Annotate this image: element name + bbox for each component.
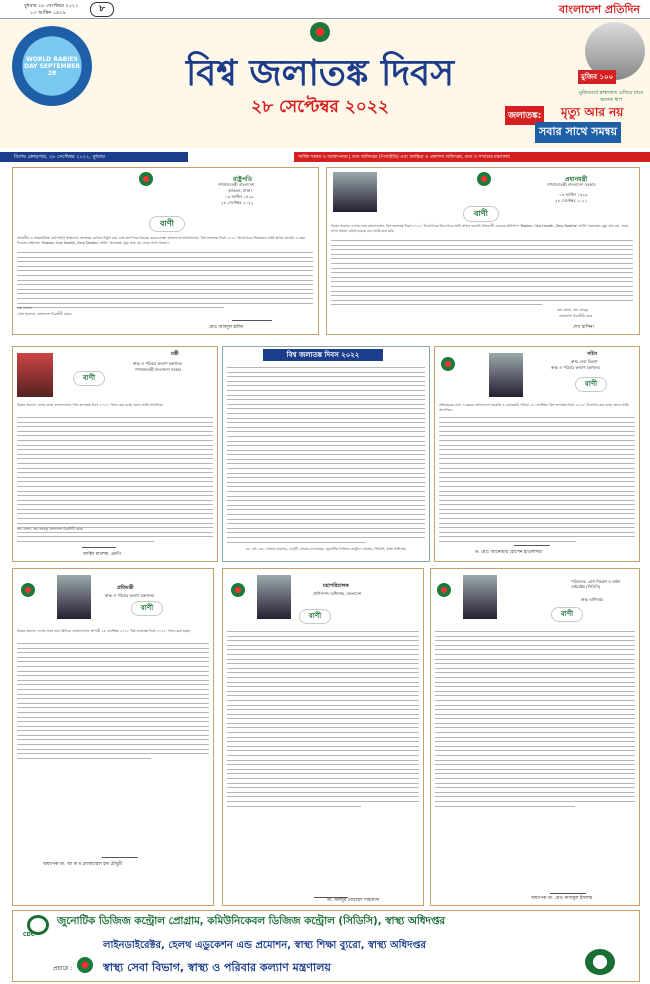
minister-message — [12, 346, 218, 562]
dg-name: ডা. মনজুর মোহাম্মদ শাহজাদা — [327, 898, 380, 903]
director-message — [430, 568, 640, 906]
pm-role: প্রধানমন্ত্রী — [565, 176, 588, 183]
president-body-lines — [17, 252, 313, 312]
article-title: বিশ্ব জলাতঙ্ক দিবস ২০২২ — [263, 349, 383, 361]
president-signature — [232, 314, 275, 321]
president-org: গণপ্রজাতন্ত্রী বাংলাদেশ — [218, 182, 255, 187]
world-rabies-day-logo: WORLD RABIES DAY SEPTEMBER 28 — [12, 26, 92, 106]
slogan-line1: মৃত্যু আর নয় — [561, 105, 624, 119]
pm-org: গণপ্রজাতন্ত্রী বাংলাদেশ সরকার — [547, 182, 596, 187]
president-body: সর্বজনীন ও আন্তর্জাতিক তাৎপর্যপূর্ণ স্বাস্থ্যসেবা জলাতঙ্ক রোগকে নির্মূল করা এবং জনগণকে সচেতন করার লক্ষ্যে বাংলাদেশে যথাযথভাবে 'বিশ্ব জলাতঙ্ক দিবস ২০২২' উদযাপনের সিদ্ধান্তকে আমি স্বাগত জানাই। এ বছর দিবসের প্রতিপাদ্য 'Rabies: One Health, Zero Deaths' অর্থাৎ 'জলাতঙ্ক: মৃত্যু আর নয়, সবার সাথে সমন্বয়'। — [17, 236, 305, 245]
pm-date2: ২৮ সেপ্টেম্বর ২০২২ — [555, 198, 588, 203]
president-name: মোঃ আবদুল হামিদ — [209, 325, 244, 330]
president-place: বঙ্গভবন, ঢাকা। — [228, 188, 252, 193]
director-body-lines — [435, 631, 635, 810]
footer-line2: লাইনডাইরেক্টর, হেলথ এডুকেশন এন্ড প্রমোশন, স্বাস্থ্য শিক্ষা ব্যুরো, স্বাস্থ্য অধিদপ্তর — [103, 940, 427, 951]
article-body-lines — [227, 367, 425, 546]
prime-minister-photo — [333, 172, 377, 212]
newspaper-logo: বাংলাদেশ প্রতিদিন — [558, 3, 640, 16]
president-bani-label: বাণী — [149, 216, 185, 232]
slogan-box — [505, 104, 645, 142]
president-role: রাষ্ট্রপতি — [233, 176, 253, 183]
banner-title: বিশ্ব জলাতঙ্ক দিবস — [186, 53, 454, 94]
pm-date1: ১৩ আশ্বিন ১৪২৯ — [559, 192, 588, 197]
director-general-message — [222, 568, 424, 906]
president-seal-icon — [139, 172, 153, 186]
state-minister-message — [12, 568, 214, 906]
secretary-name: ড. মোঃ আনোয়ার হোসেন হাওলাদার — [475, 550, 542, 555]
president-date1: ১৩ আশ্বিন ১৪২৯ — [225, 194, 254, 199]
health-education-logo — [585, 949, 615, 975]
slogan-line2: সবার সাথে সমন্বয় — [535, 122, 621, 143]
minister-signature — [82, 541, 119, 548]
govt-seal-left-icon — [77, 957, 93, 973]
subheader — [0, 152, 650, 162]
state-minister-body: বিশ্বের অন্যান্য দেশের সাথে তাল মিলিয়ে বাংলাদেশেও আগামী ২৮ সেপ্টেম্বর ২০২২ 'বিশ্ব জলাতঙ্ক দিবস ২০২২' পালন করা হচ্ছে। — [17, 629, 191, 633]
state-minister-signature — [102, 851, 141, 858]
president-closing1: জয় বাংলা। — [17, 306, 33, 310]
dg-bani-label: বাণী — [299, 609, 331, 624]
secretary-body: প্রতিবছরের ন্যায় এ বছরও বাংলাদেশে সরকারি ও বেসরকারি পর্যায়ে ২৮ সেপ্টেম্বর 'বিশ্ব জলাতঙ্ক দিবস ২০২২' উদযাপন করা হচ্ছে জেনে আমি আনন্দিত। — [439, 403, 629, 412]
masthead-date-bengali: ১৩ আশ্বিন ১৪২৯ — [30, 10, 66, 16]
dg-org: প্রাণিসম্পদ অধিদপ্তর, বাংলাদেশ — [313, 591, 362, 596]
director-name: অধ্যাপক ডা. মোঃ নাজমুল ইসলাম — [531, 896, 593, 901]
state-minister-org: স্বাস্থ্য ও পরিবার কল্যাণ মন্ত্রণালয় — [105, 593, 154, 598]
minister-closing: জয় বাংলা, জয় বঙ্গবন্ধু বাংলাদেশ চিরজীবী হোক। — [17, 527, 84, 531]
secretary-photo — [489, 353, 523, 397]
subheader-right: সার্বিক সমন্বয় ও ব্যবস্থাপনায় ‍‍‍‍| তথ্য অধিদপ্তর (পিআইডি) এবং চলচ্চিত্র ও প্রকাশনা অধিদপ্তর, তথ্য ও সম্প্রচার মন্ত্রণালয় — [298, 155, 510, 160]
pm-closing1: জয় বাংলা, জয় বঙ্গবন্ধু — [557, 308, 588, 312]
footer — [12, 910, 640, 982]
center-article — [222, 346, 430, 562]
secretary-bani-label: বাণী — [575, 377, 607, 392]
director-signature — [550, 887, 589, 894]
state-minister-body-lines — [17, 643, 209, 762]
dg-seal-icon — [231, 583, 245, 597]
mujib-caption: মুজিববর্ষে স্বাস্থ্যখাত এগিয়ে যাবে অনেক ধাপ — [578, 90, 644, 103]
secretary-body-lines — [439, 417, 635, 546]
minister-role: মন্ত্রী — [171, 351, 179, 357]
state-minister-role: প্রতিমন্ত্রী — [117, 585, 134, 591]
footer-prochare: প্রচারে : — [53, 965, 73, 972]
state-minister-bani-label: বাণী — [131, 601, 163, 616]
secretary-org2: স্বাস্থ্য ও পরিবার কল্যাণ মন্ত্রণালয় — [551, 365, 600, 370]
director-general-photo — [257, 575, 291, 619]
minister-bani-label: বাণী — [73, 371, 105, 386]
banner — [0, 20, 650, 148]
masthead-date: বুধবার ২৮ সেপ্টেম্বর ২০২২ — [24, 3, 79, 9]
director-bani-label: বাণী — [551, 607, 583, 622]
president-closing2: খোদা হাফেজ, বাংলাদেশ চিরজীবী হোক। — [17, 312, 72, 316]
banner-date: ২৮ সেপ্টেম্বর ২০২২ — [251, 97, 389, 117]
state-minister-seal-icon — [21, 583, 35, 597]
dg-body-lines — [227, 631, 419, 810]
minister-photo — [17, 353, 53, 397]
footer-line1: জুনোটিক ডিজিজ কন্ট্রোল প্রোগ্রাম, কমিউনিকেবল ডিজিজ কন্ট্রোল (সিডিসি), স্বাস্থ্য অধিদপ্তর — [57, 915, 446, 927]
footer-line3: স্বাস্থ্য সেবা বিভাগ, স্বাস্থ্য ও পরিবার কল্যাণ মন্ত্রণালয় — [103, 961, 331, 974]
pm-body-lines — [331, 240, 633, 309]
state-minister-name: অধ্যাপক ডা. আ ক ম মোজাম্মেল হক চৌধুরী — [43, 862, 122, 867]
government-seal-icon — [310, 22, 330, 42]
pm-closing2: বাংলাদেশ চিরজীবী হোক — [559, 314, 593, 318]
secretary-seal-icon — [441, 357, 455, 371]
president-date2: ২৮ সেপ্টেম্বর ২০২২ — [221, 200, 254, 205]
slogan-label: জলাতঙ্ক: — [505, 106, 544, 125]
secretary-org1: স্বাস্থ্য সেবা বিভাগ — [571, 359, 598, 364]
mujib-badge: মুজিব ১০০ — [578, 70, 616, 84]
pm-bani-label: বাণী — [463, 206, 499, 222]
prime-minister-message — [326, 167, 640, 335]
secretary-signature — [514, 539, 553, 546]
state-minister-photo — [57, 575, 91, 619]
director-photo — [463, 575, 497, 619]
president-message — [12, 167, 319, 335]
minister-name: জাহিদ মালেক, এমপি — [83, 552, 122, 557]
dg-role: মহাপরিচালক — [323, 583, 349, 589]
page-number: ৮ — [90, 2, 114, 17]
secretary-message — [434, 346, 640, 562]
director-role: পরিচালক, রোগ নিয়ন্ত্রণ ও লাইন ডাইরেক্টর (সিডিসি) — [571, 579, 621, 589]
minister-org1: স্বাস্থ্য ও পরিবার কল্যাণ মন্ত্রণালয় — [133, 361, 182, 366]
secretary-role: সচিব — [587, 351, 598, 357]
subheader-left: বিশেষ ক্রোড়পত্র, ২৮ সেপ্টেম্বর ২০২২, বুধবার — [14, 154, 106, 160]
pm-name: শেখ হাসিনা — [573, 325, 594, 330]
director-org: স্বাস্থ্য অধিদপ্তর — [581, 597, 603, 602]
pm-seal-icon — [477, 172, 491, 186]
cdc-logo: CDC — [21, 915, 51, 939]
pm-body: বিশ্বের অন্যান্য দেশের ন্যায় বাংলাদেশেও 'বিশ্ব জলাতঙ্ক দিবস ২০২২' উদযাপনের উদ্যোগকে আমি স্বাগত জানাই। বিশ্বব্যাপী এবারের প্রতিপাদ্য 'Rabies: One Health, Zero Deaths' অর্থাৎ 'জলাতঙ্ক: মৃত্যু আর নয়, সবার সাথে সমন্বয়' যথার্থ হয়েছে বলে আমি মনে করি। — [331, 224, 629, 233]
minister-org2: গণপ্রজাতন্ত্রী বাংলাদেশ সরকার — [135, 367, 182, 372]
minister-body: বিশ্বের অন্যান্য দেশের মতো বাংলাদেশেও 'বিশ্ব জলাতঙ্ক দিবস ২০২২' পালন করা হচ্ছে জেনে আমি আনন্দিত। — [17, 403, 164, 407]
article-byline: ডা. এস. এম. গোলাম কায়সার, ডেপুটি প্রোগ্রাম ম্যানেজার, জুনোটিক ডিজিজ কন্ট্রোল প্রোগ্রাম, সিডিসি, স্বাস্থ্য অধিদপ্তর — [245, 547, 407, 551]
masthead — [0, 0, 650, 19]
director-seal-icon — [437, 583, 451, 597]
